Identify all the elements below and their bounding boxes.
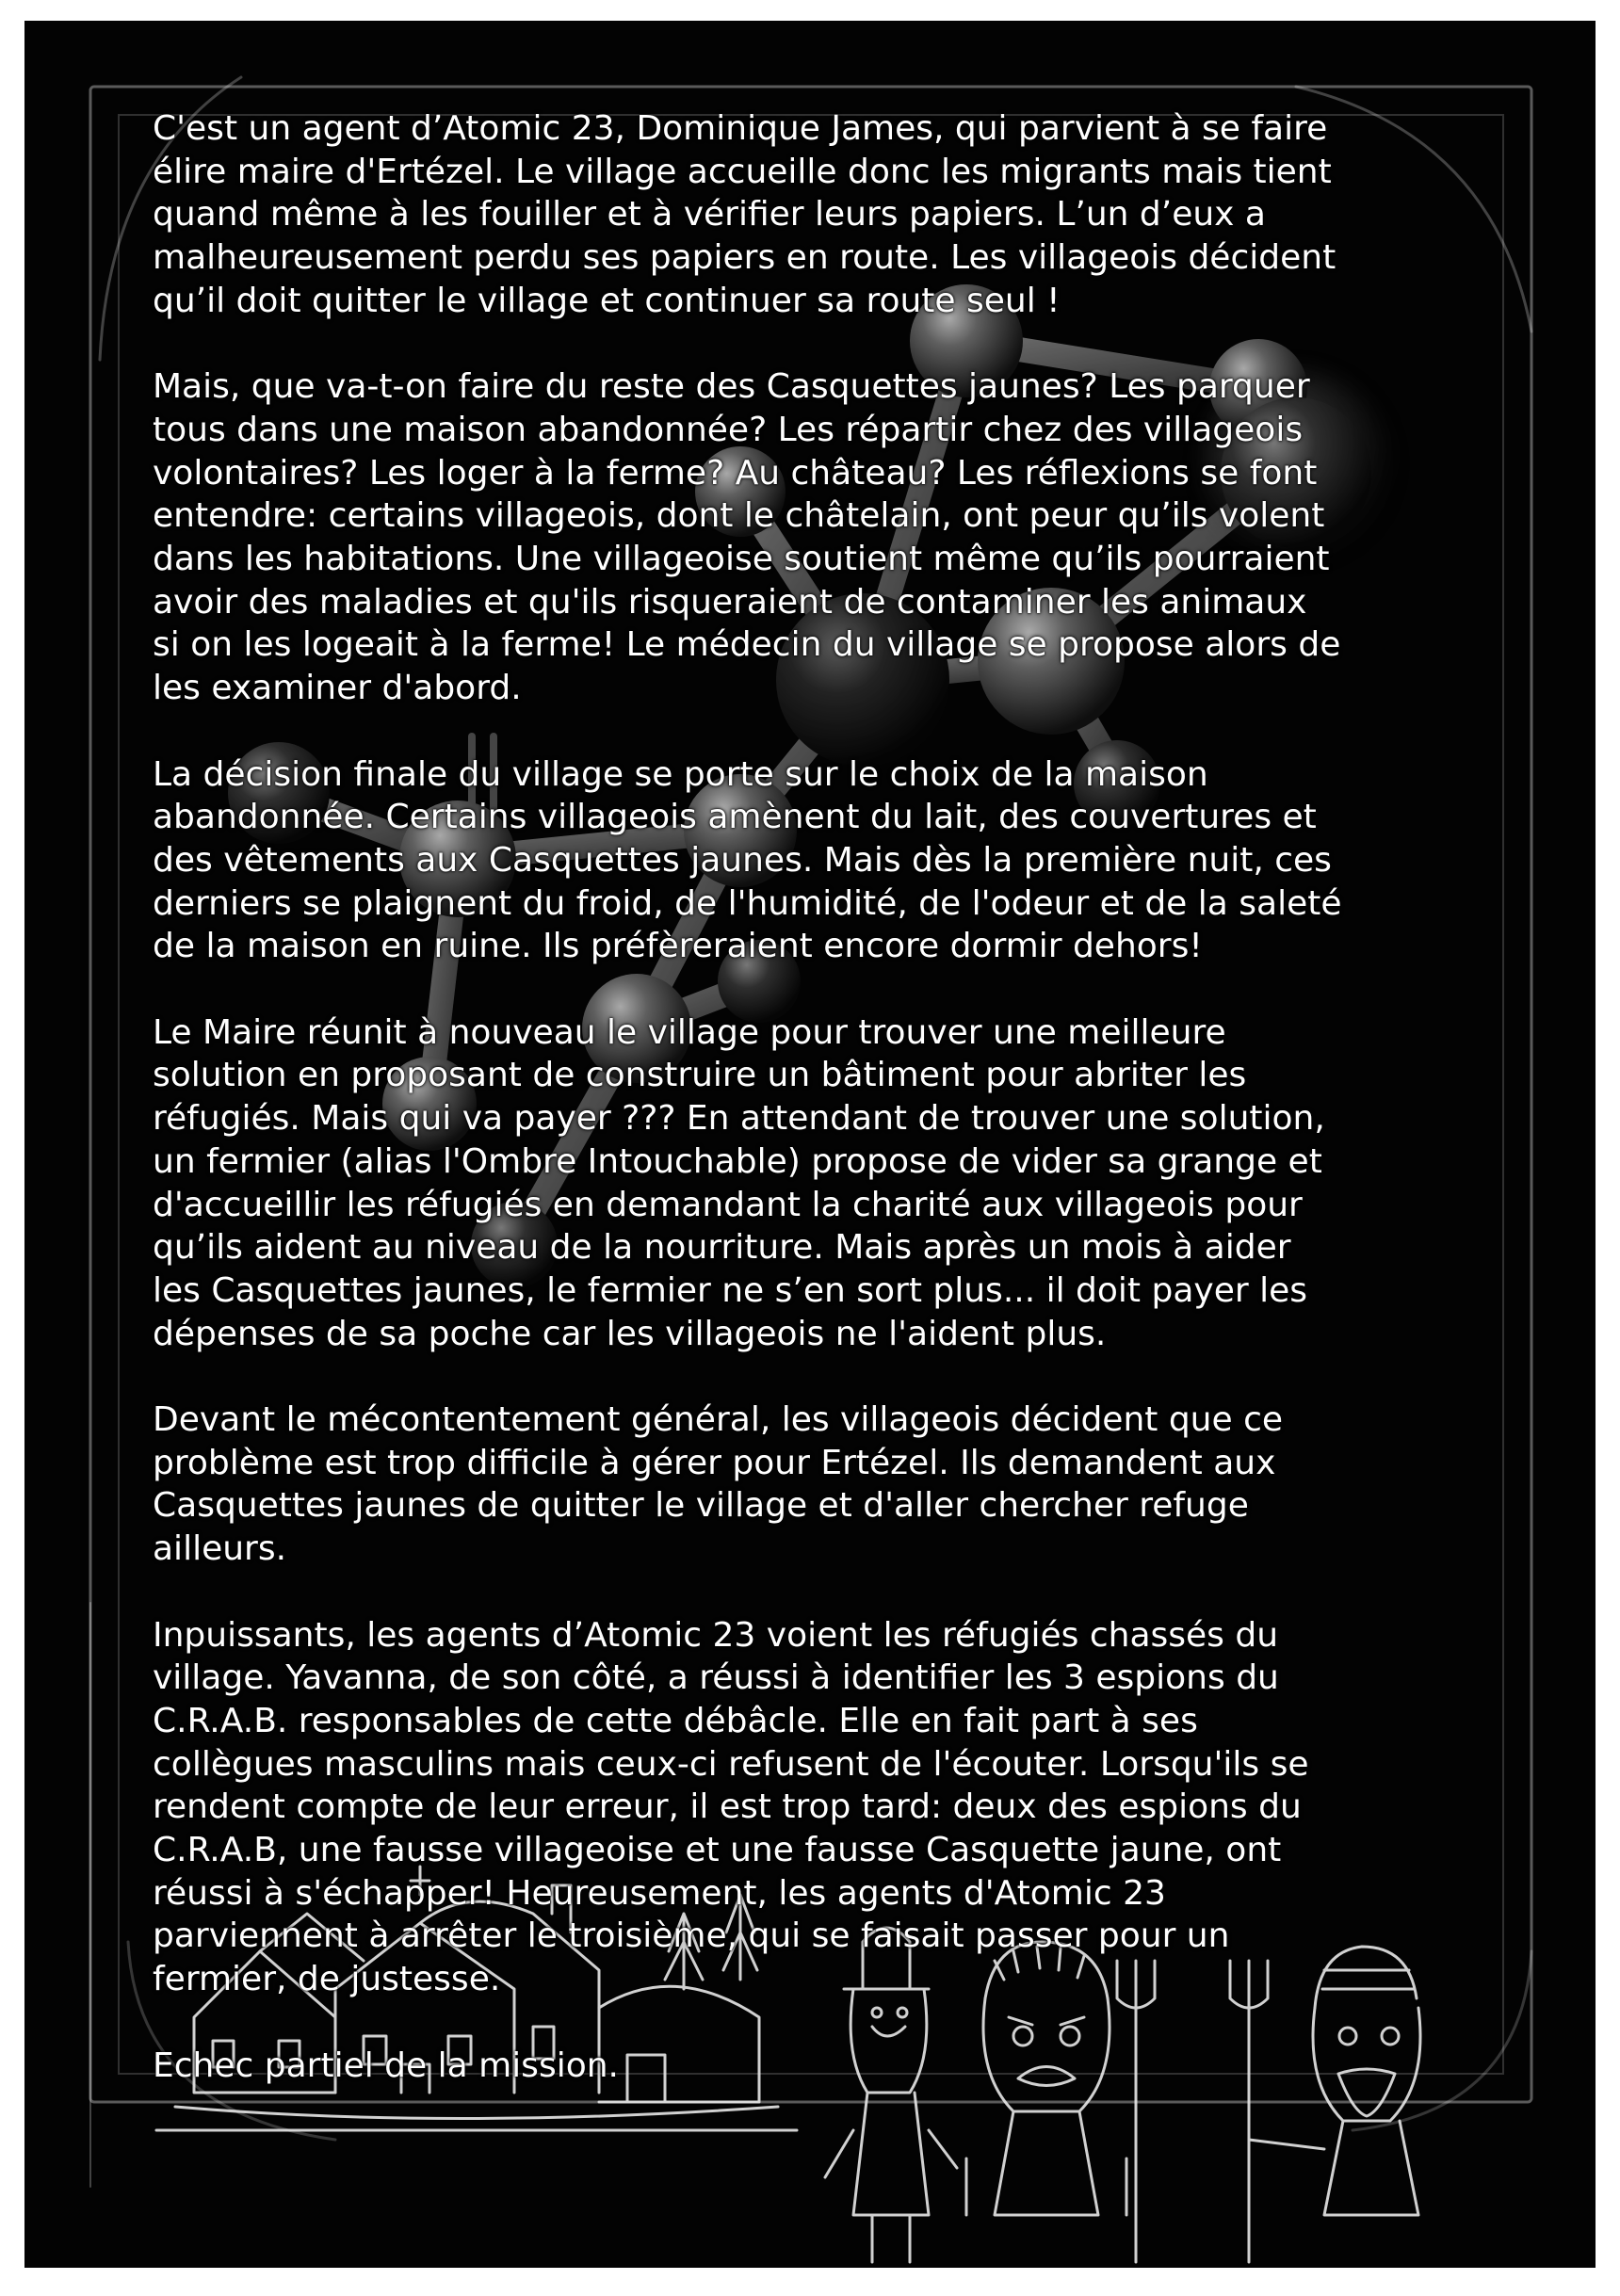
paragraph-mission-result: Echec partiel de la mission. — [153, 2045, 619, 2085]
paragraph-spies: Inpuissants, les agents d’Atomic 23 voient les réfugiés chassés du village. Yavanna, de son côté, a réussi à identifier les 3 espions du C.R.A.B. responsables de cette débâcle. Elle en fait part à ses collègues masculins mais ceux-ci refusent de l'écouter. Lorsqu'ils se rendent compte de leur erreur, il est trop tard: deux des espions du C.R.A.B, une fausse villageoise et une fausse Casquette jaune, ont réussi à s'échapper! Heureusement, les agents d'Atomic 23 parviennent à arrêter le troisième, qui se faisait passer pour un fermier, de justesse. — [153, 1615, 1309, 1999]
paragraph-refugees-leave: Devant le mécontentement général, les villageois décident que ce problème est trop difficile à gérer pour Ertézel. Ils demandent aux Casquettes jaunes de quitter le village et d'aller chercher refuge ailleurs. — [153, 1400, 1284, 1569]
page-panel — [24, 21, 1596, 2268]
paragraph-housing-debate: Mais, que va-t-on faire du reste des Casquettes jaunes? Les parquer tous dans une maison abandonnée? Les répartir chez des villageois volontaires? Les loger à la ferme? Au château? Les réflexions se font entendre: certains villageois, dont le châtelain, ont peur qu’ils volent dans les habitations. Une villageoise soutient même qu’ils pourraient avoir des maladies et qu'ils risqueraient de contaminer les animaux si on les logeait à la ferme! Le médecin du village se propose alors de les examiner d'abord. — [153, 367, 1341, 708]
paragraph-farmer-barn: Le Maire réunit à nouveau le village pour trouver une meilleure solution en proposant de construire un bâtiment pour abriter les réfugiés. Mais qui va payer ??? En attendant de trouver une solution, un fermier (alias l'Ombre Intouchable) propose de vider sa grange et d'accueillir les réfugiés en demandant la charité aux villageois pour qu’ils aident au niveau de la nourriture. Mais après un mois à aider les Casquettes jaunes, le fermier ne s’en sort plus... il doit payer les dépenses de sa poche car les villageois ne l'aident plus. — [153, 1012, 1325, 1353]
paragraph-abandoned-house: La décision finale du village se porte sur le choix de la maison abandonnée. Certains villageois amènent du lait, des couvertures et des vêtements aux Casquettes jaunes. Mais dès la première nuit, ces derniers se plaignent du froid, de l'humidité, de l'odeur et de la saleté de la maison en ruine. Ils préfèreraient encore dormir dehors! — [153, 754, 1342, 966]
mission-report-text — [153, 107, 1499, 2130]
paragraph-mayor-election: C'est un agent d’Atomic 23, Dominique James, qui parvient à se faire élire maire d'Ertézel. Le village accueille donc les migrants mais tient quand même à les fouiller et à vérifier leurs papiers. L’un d’eux a malheureusement perdu ses papiers en route. Les villageois décident qu’il doit quitter le village et continuer sa route seul ! — [153, 109, 1336, 320]
